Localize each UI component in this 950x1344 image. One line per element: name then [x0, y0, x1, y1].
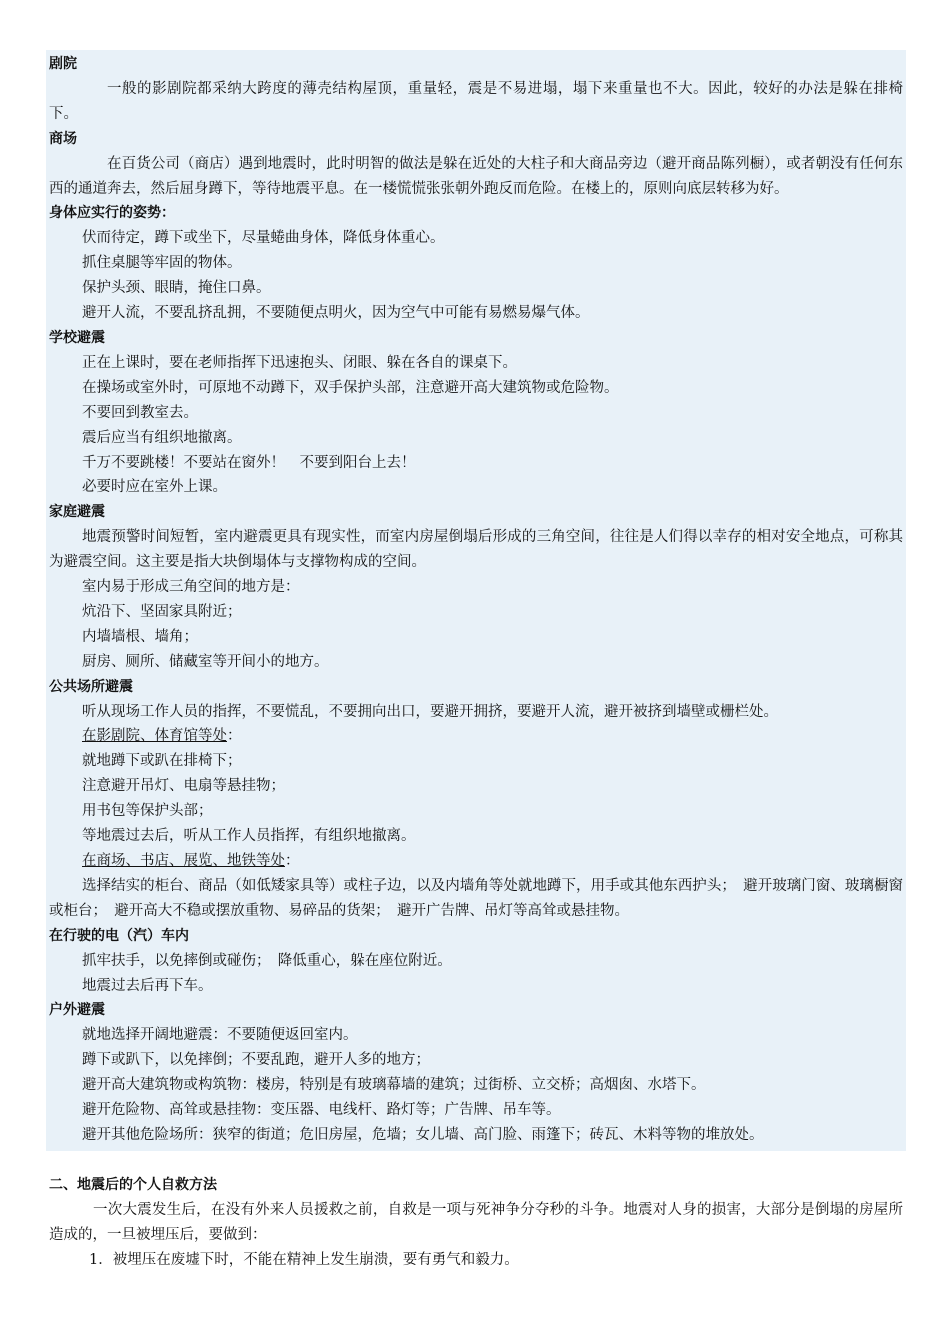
section-heading: 剧院: [49, 56, 77, 72]
section-heading: 户外避震: [49, 1002, 105, 1019]
list-item: 千万不要跳楼！不要站在窗外！ 不要到阳台上去！: [82, 454, 416, 471]
list-item: 避开高大建筑物或构筑物：楼房，特别是有玻璃幕墙的建筑；过街桥、立交桥；高烟囱、水塔下。: [82, 1077, 706, 1094]
underlined-label: 在商场、书店、展览、地铁等处: [82, 853, 285, 869]
list-item: 内墙墙根、墙角；: [82, 628, 198, 645]
numbered-item: 1．被埋压在废墟下时，不能在精神上发生崩溃，要有勇气和毅力。: [89, 1251, 519, 1268]
section-heading: 公共场所避震: [49, 678, 133, 695]
list-item: 注意避开吊灯、电扇等悬挂物；: [82, 778, 285, 795]
paragraph: 地震预警时间短暂，室内避震更具有现实性，而室内房屋倒塌后形成的三角空间，往往是人们得以幸存的相对安全地点，可称其为避震空间。这主要是指大块倒塌体与支撑物构成的空间。: [49, 529, 903, 571]
list-item: 用书包等保护头部；: [82, 803, 213, 820]
paragraph: 一次大震发生后，在没有外来人员援救之前，自救是一项与死神争分夺秒的斗争。地震对人身的损害，大部分是倒塌的房屋所造成的，一旦被埋压后，要做到：: [49, 1201, 903, 1243]
section-heading: 二、地震后的个人自救方法: [49, 1176, 217, 1193]
section-heading: 家庭避震: [49, 504, 105, 521]
list-item: 必要时应在室外上课。: [82, 479, 227, 496]
list-item: 不要回到教室去。: [82, 404, 198, 421]
list-item: 抓牢扶手，以免摔倒或碰伤； 降低重心，躲在座位附近。: [82, 952, 452, 969]
list-item: 避开人流，不要乱挤乱拥，不要随便点明火，因为空气中可能有易燃易爆气体。: [82, 305, 590, 322]
section-heading: 学校避震: [49, 329, 105, 346]
list-item: 正在上课时，要在老师指挥下迅速抱头、闭眼、躲在各自的课桌下。: [82, 354, 517, 371]
self-rescue-section: [46, 1173, 906, 1273]
section-gap: [46, 1151, 906, 1173]
list-item: 就地选择开阔地避震：不要随便返回室内。: [82, 1027, 358, 1044]
list-item: 地震过去后再下车。: [82, 977, 213, 994]
subheading-item: [49, 849, 903, 874]
list-item: 保护头颈、眼睛，掩住口鼻。: [82, 280, 271, 297]
document-page: [46, 50, 906, 1273]
list-item: 炕沿下、坚固家具附近；: [82, 603, 242, 620]
underlined-label: 在影剧院、体育馆等处: [82, 728, 227, 745]
list-item: 就地蹲下或趴在排椅下；: [82, 753, 242, 770]
paragraph: 一般的影剧院都采纳大跨度的薄壳结构屋顶，重量轻，震是不易进塌，塌下来重量也不大。因此，较好的办法是躲在排椅下。: [49, 80, 903, 122]
list-item: 避开其他危险场所：狭窄的街道；危旧房屋，危墙；女儿墙、高门脸、雨篷下；砖瓦、木料等物的堆放处。: [82, 1126, 764, 1143]
paragraph: 选择结实的柜台、商品（如低矮家具等）或柱子边，以及内墙角等处就地蹲下，用手或其他东西护头； 避开玻璃门窗、玻璃橱窗或柜台； 避开高大不稳或摆放重物、易碎品的货架； 避开广告牌、吊灯等高耸或悬挂物。: [49, 877, 903, 919]
list-item: 避开危险物、高耸或悬挂物：变压器、电线杆、路灯等；广告牌、吊车等。: [82, 1102, 561, 1119]
list-item: 听从现场工作人员的指挥，不要慌乱，不要拥向出口，要避开拥挤，要避开人流，避开被挤到墙壁或栅栏处。: [82, 703, 778, 720]
list-item: 厨房、厕所、储藏室等开间小的地方。: [82, 653, 329, 670]
label-suffix: ：: [285, 853, 300, 869]
list-item: 室内易于形成三角空间的地方是：: [82, 579, 300, 596]
subheading-item: [49, 724, 903, 749]
label-suffix: ：: [227, 728, 242, 745]
list-item: 抓住桌腿等牢固的物体。: [82, 255, 242, 272]
list-item: 震后应当有组织地撤离。: [82, 429, 242, 446]
list-item: 在操场或室外时，可原地不动蹲下，双手保护头部，注意避开高大建筑物或危险物。: [82, 379, 619, 396]
list-item: 等地震过去后，听从工作人员指挥，有组织地撤离。: [82, 828, 416, 845]
section-heading: 商场: [49, 130, 77, 147]
paragraph: 在百货公司（商店）遇到地震时，此时明智的做法是躲在近处的大柱子和大商品旁边（避开商品陈列橱），或者朝没有任何东西的通道奔去，然后屈身蹲下，等待地震平息。在一楼慌慌张张朝外跑反而危险。在楼上的，原则向底层转移为好。: [49, 155, 903, 197]
shaded-guidance-block: [46, 50, 906, 1151]
section-heading: 身体应实行的姿势：: [49, 205, 175, 222]
section-heading: 在行驶的电（汽）车内: [49, 927, 189, 944]
list-item: 蹲下或趴下，以免摔倒；不要乱跑，避开人多的地方；: [82, 1052, 430, 1069]
list-item: 伏而待定，蹲下或坐下，尽量蜷曲身体，降低身体重心。: [82, 230, 445, 247]
